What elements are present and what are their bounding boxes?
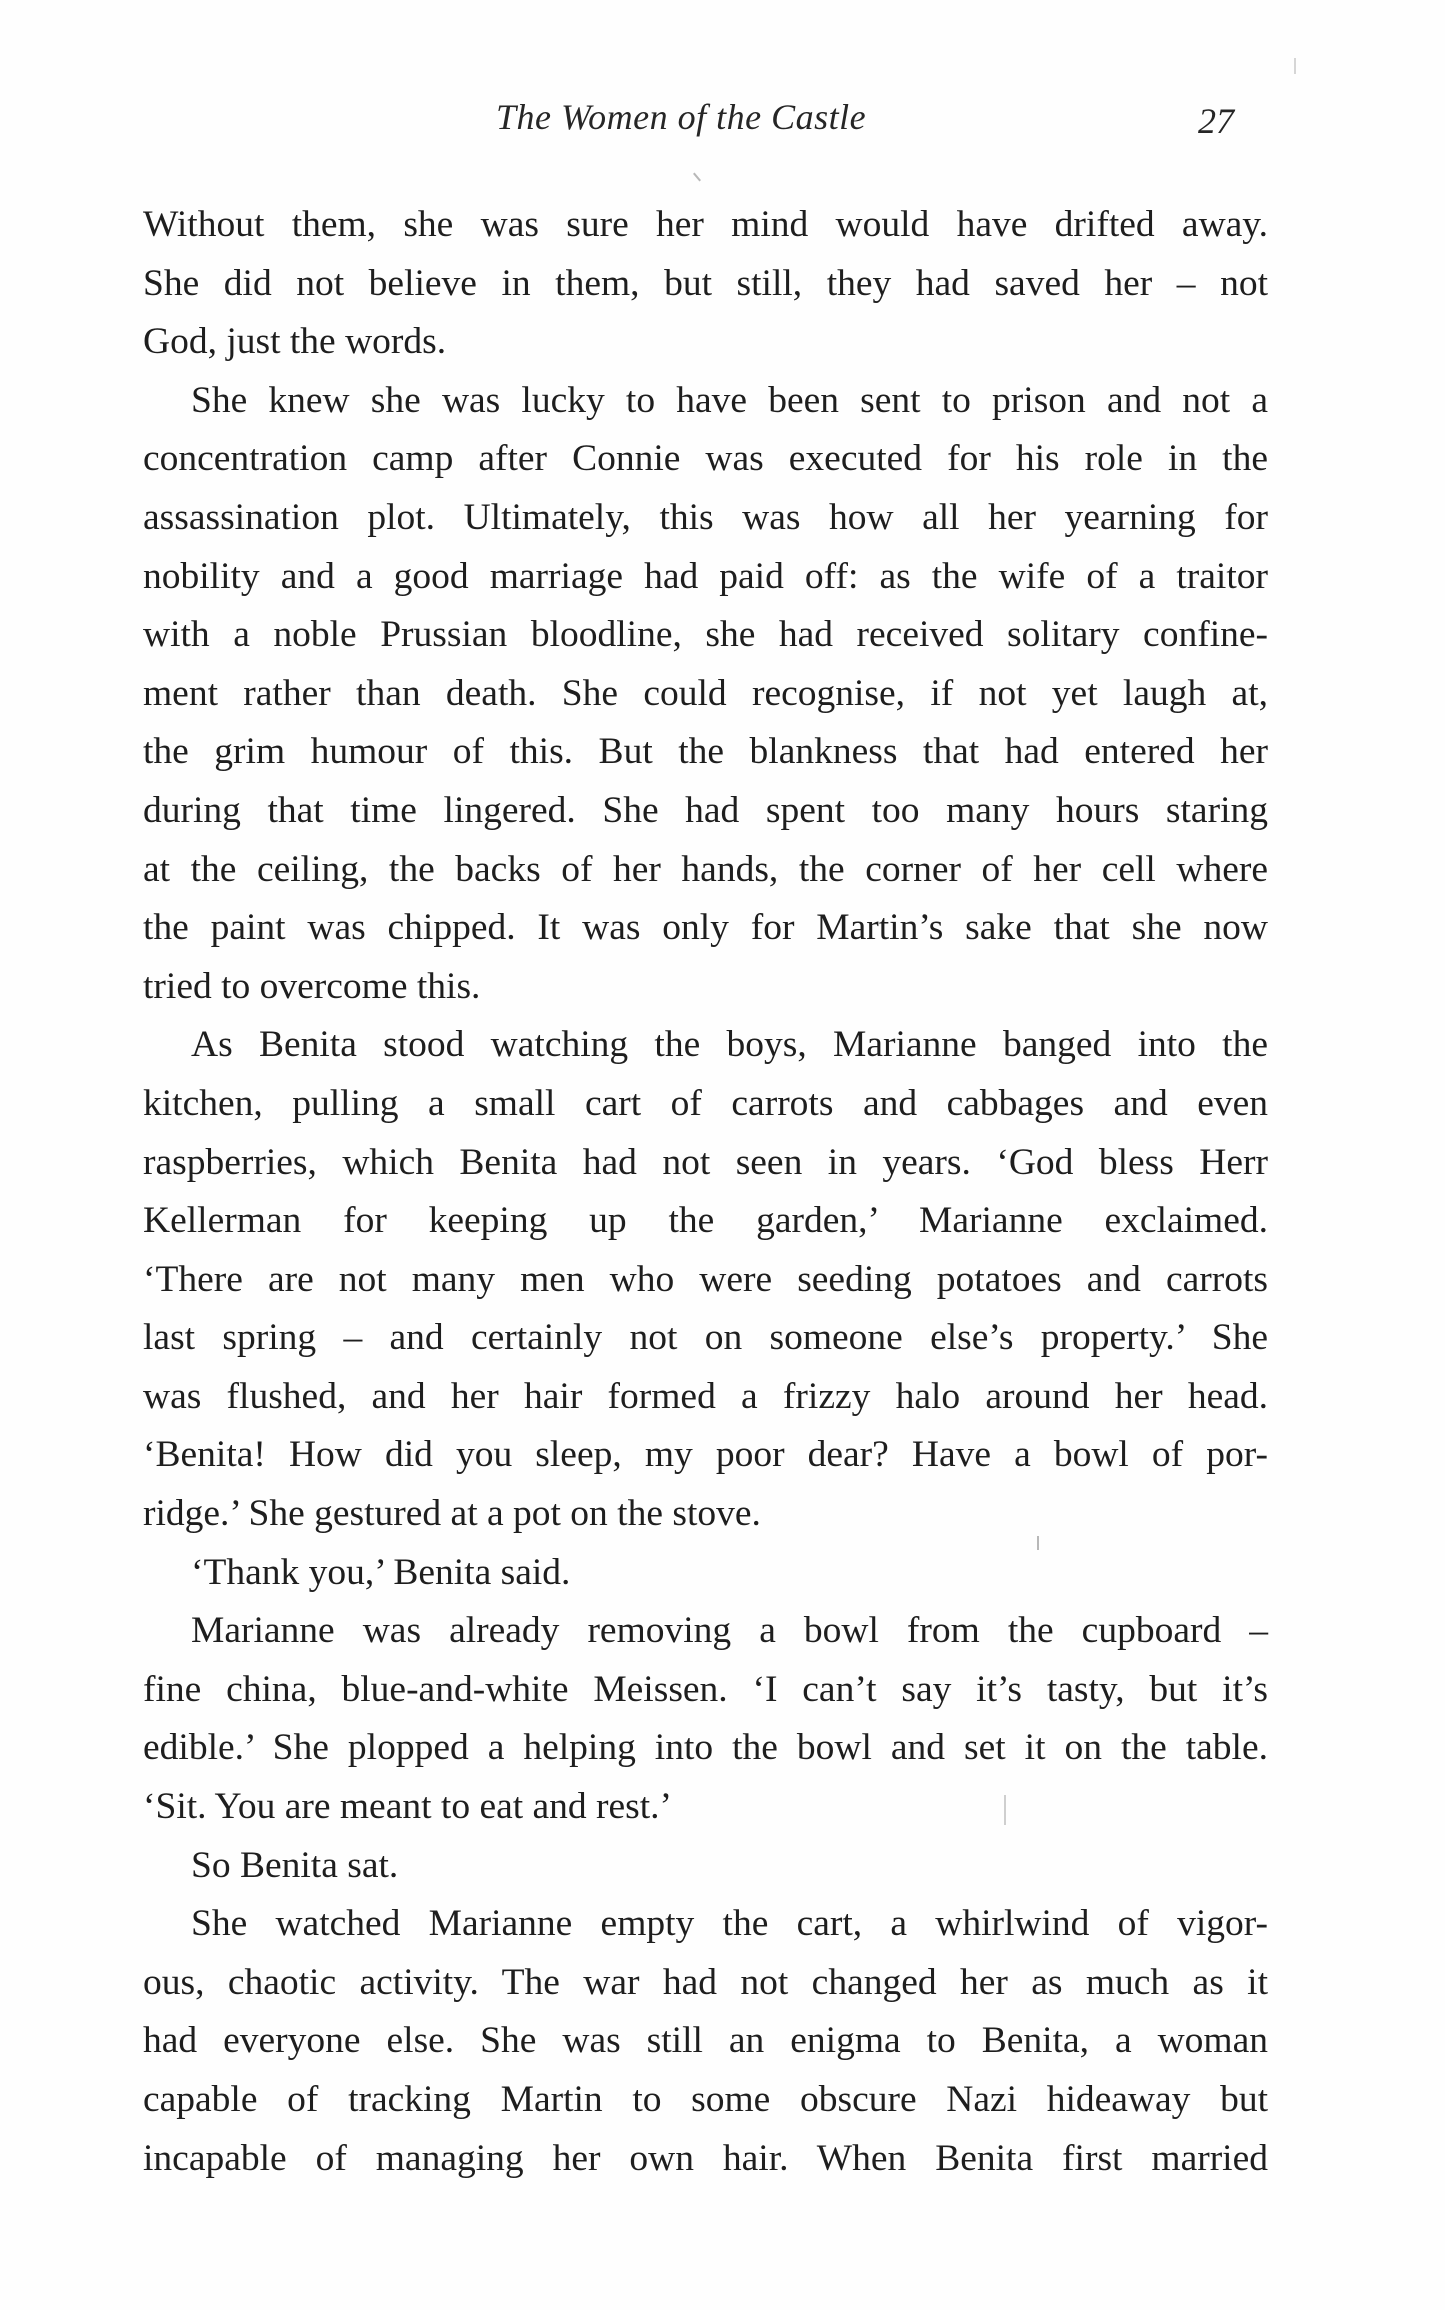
text-line: fine china, blue-and-white Meissen. ‘I can’t say it’s tasty, but it’s [143, 1668, 1268, 1710]
text-line: the paint was chipped. It was only for Martin’s sake that she now [143, 907, 1268, 949]
text-line: She knew she was lucky to have been sent to prison and not a [191, 379, 1268, 421]
text-line: ‘Benita! How did you sleep, my poor dear? Have a bowl of por- [143, 1434, 1268, 1476]
scan-speck [1294, 58, 1296, 74]
text-line: As Benita stood watching the boys, Marianne banged into the [191, 1024, 1268, 1066]
text-line: ridge.’ She gestured at a pot on the stove. [143, 1493, 761, 1535]
text-line: edible.’ She plopped a helping into the bowl and set it on the table. [143, 1727, 1268, 1769]
text-line: raspberries, which Benita had not seen in years. ‘God bless Herr [143, 1141, 1268, 1183]
text-line: capable of tracking Martin to some obscure Nazi hideaway but [143, 2079, 1268, 2120]
book-title: The Women of the Castle [496, 97, 867, 137]
text-line: during that time lingered. She had spent too many hours staring [143, 789, 1268, 831]
text-line: She watched Marianne empty the cart, a whirlwind of vigor- [191, 1903, 1268, 1945]
body-text [143, 196, 1268, 2188]
scan-speck [1037, 1536, 1039, 1550]
text-line: ‘Sit. You are meant to eat and rest.’ [143, 1786, 673, 1828]
page-number: 27 [1198, 101, 1234, 141]
text-line: ‘Thank you,’ Benita said. [191, 1551, 571, 1593]
text-line: ‘There are not many men who were seeding potatoes and carrots [143, 1258, 1268, 1300]
text-line: nobility and a good marriage had paid off: as the wife of a traitor [143, 555, 1268, 597]
text-line: tried to overcome this. [143, 965, 481, 1007]
scan-speck [1004, 1795, 1006, 1825]
text-line: was flushed, and her hair formed a frizzy halo around her head. [143, 1375, 1268, 1417]
text-line: kitchen, pulling a small cart of carrots and cabbages and even [143, 1082, 1268, 1124]
text-line: had everyone else. She was still an enigma to Benita, a woman [143, 2020, 1268, 2062]
text-line: Marianne was already removing a bowl from the cupboard – [191, 1610, 1268, 1652]
text-line: ous, chaotic activity. The war had not changed her as much as it [143, 1961, 1268, 2003]
text-line: Without them, she was sure her mind would have drifted away. [143, 204, 1268, 245]
text-line: So Benita sat. [191, 1844, 399, 1886]
text-line: concentration camp after Connie was executed for his role in the [143, 438, 1268, 480]
text-line: Kellerman for keeping up the garden,’ Marianne exclaimed. [143, 1200, 1268, 1242]
scan-speck [693, 173, 701, 182]
text-line: ment rather than death. She could recognise, if not yet laugh at, [143, 672, 1268, 714]
text-line: with a noble Prussian bloodline, she had received solitary confine- [143, 614, 1268, 656]
text-line: God, just the words. [143, 321, 447, 363]
text-line: last spring – and certainly not on someone else’s property.’ She [143, 1317, 1268, 1359]
text-line: incapable of managing her own hair. When Benita first married [143, 2137, 1268, 2179]
text-line: the grim humour of this. But the blankness that had entered her [143, 731, 1268, 773]
text-line: assassination plot. Ultimately, this was how all her yearning for [143, 496, 1268, 538]
text-line: at the ceiling, the backs of her hands, the corner of her cell where [143, 848, 1268, 890]
text-line: She did not believe in them, but still, they had saved her – not [143, 262, 1268, 304]
running-header [0, 96, 1445, 146]
